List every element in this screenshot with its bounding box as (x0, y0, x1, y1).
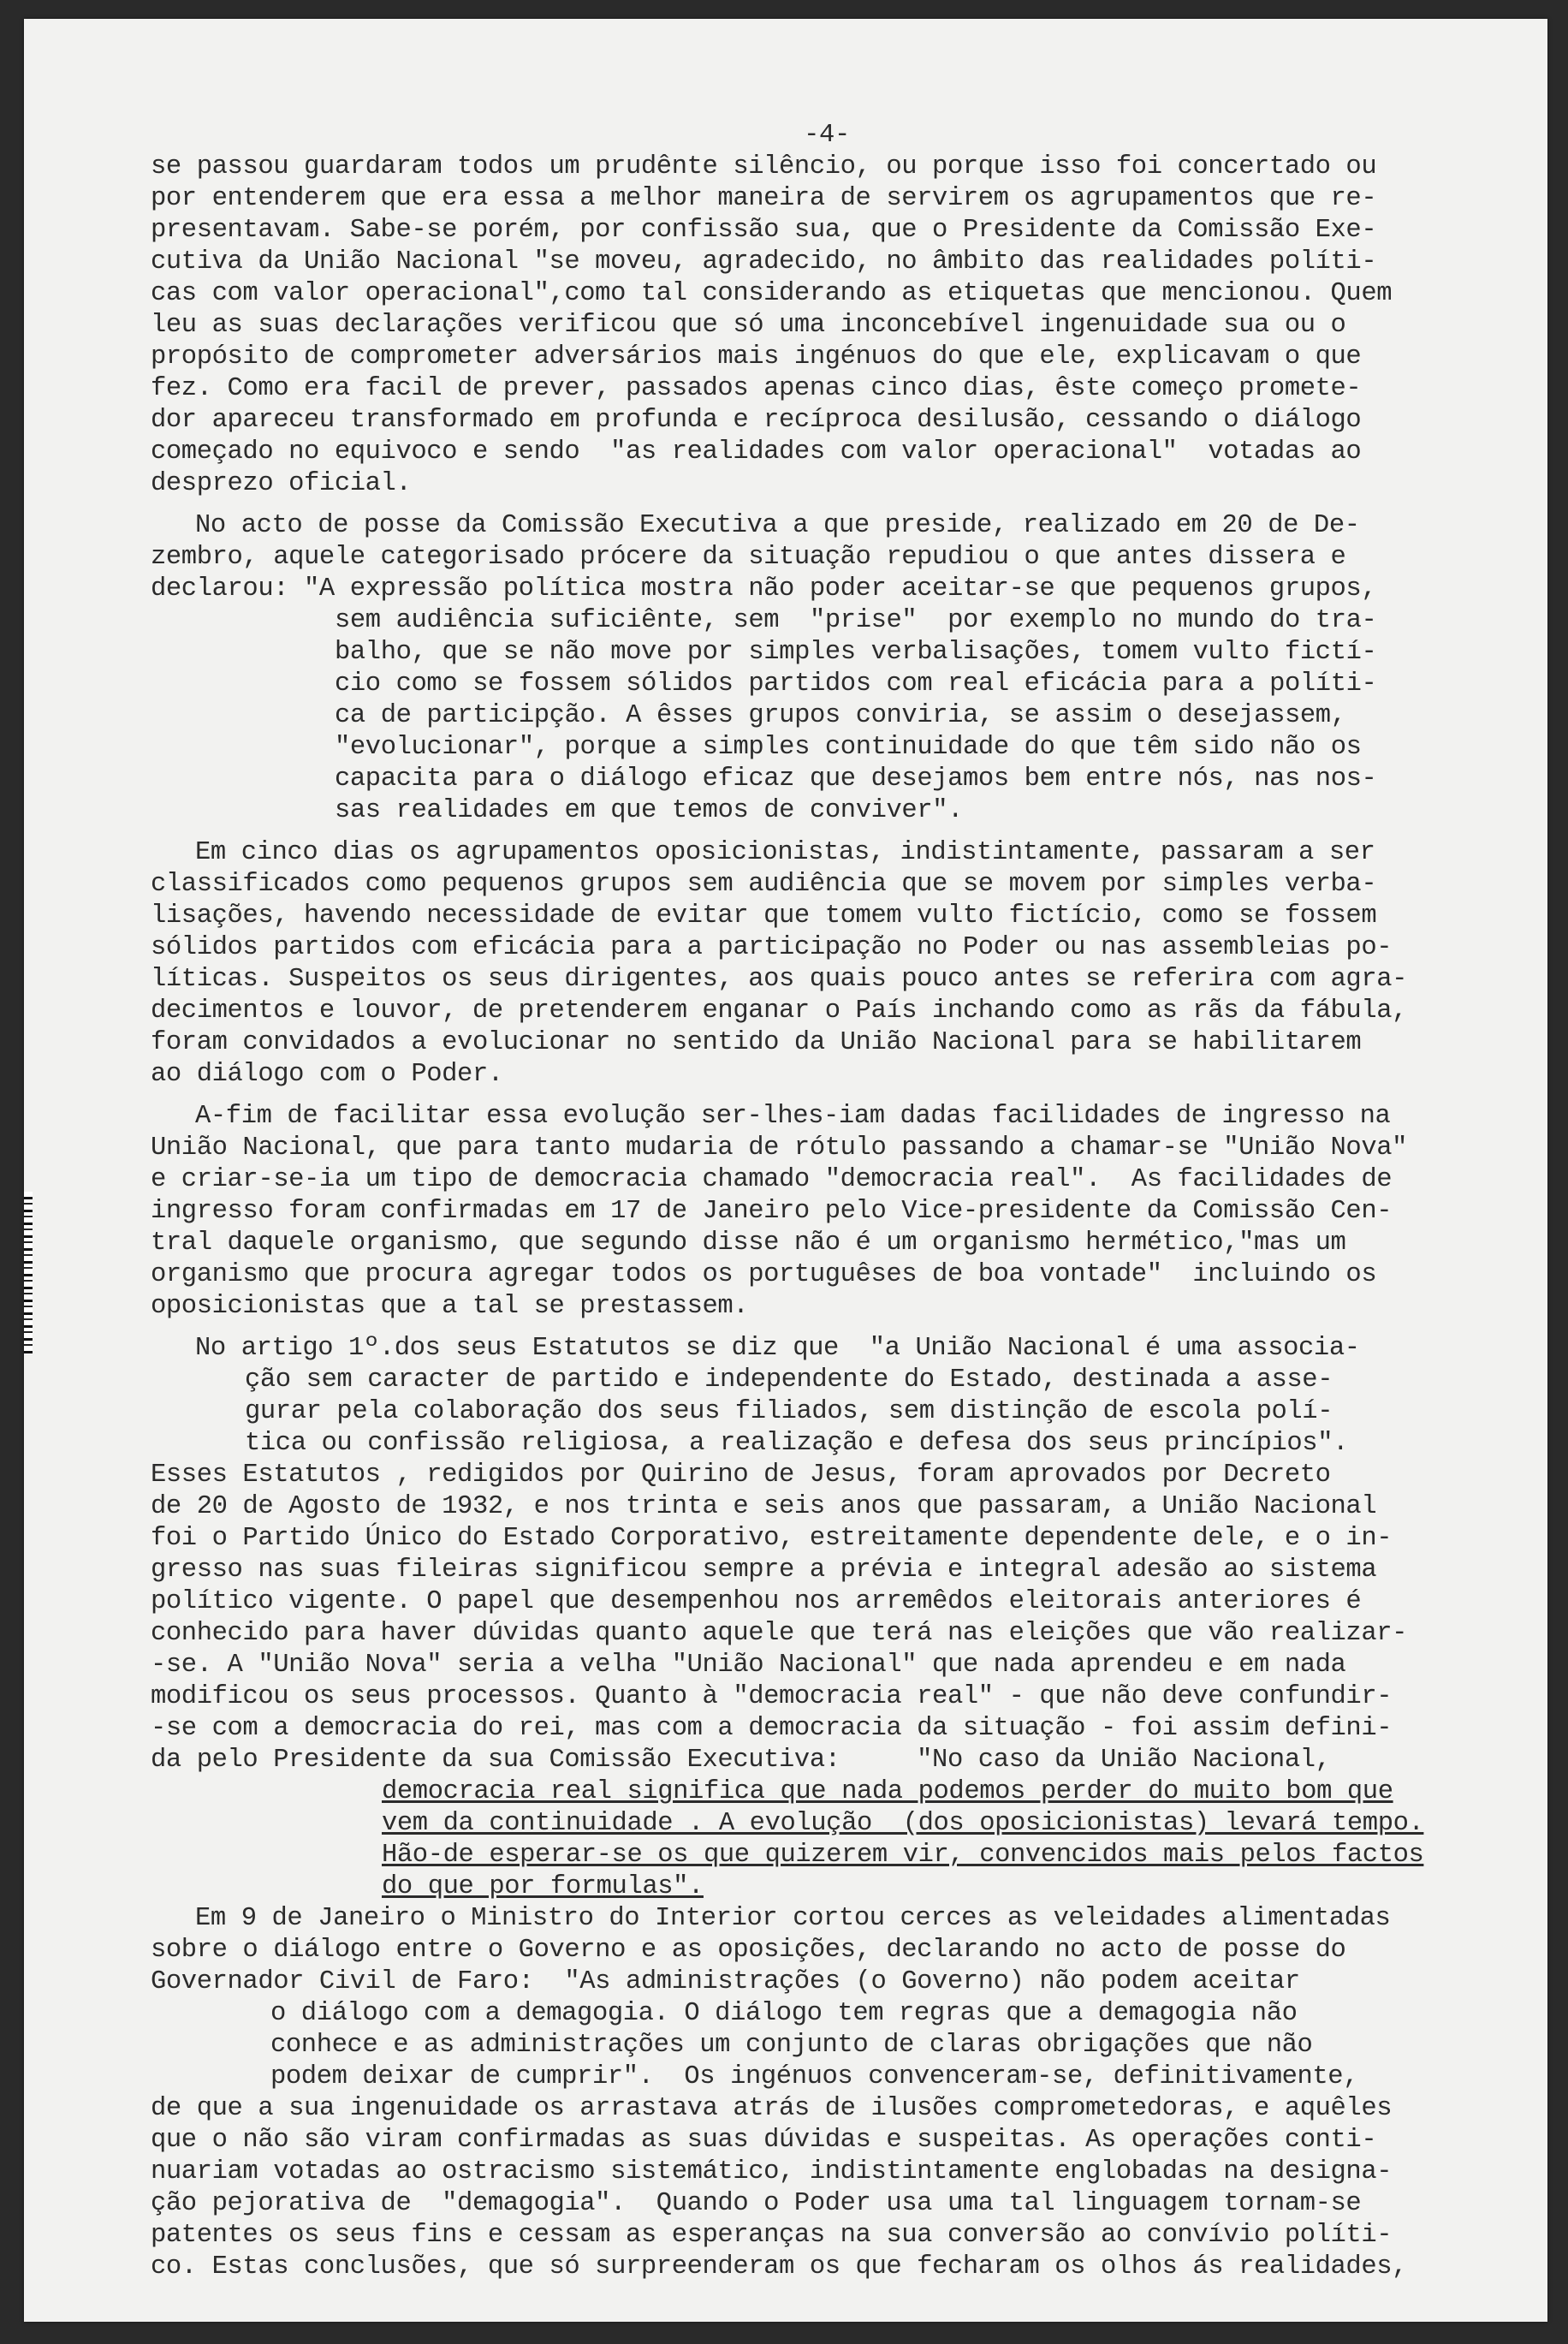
text-line: de que a sua ingenuidade os arrastava atrás de ilusões comprometedoras, e aquêles (151, 2094, 1393, 2123)
text-line: União Nacional, que para tanto mudaria de rótulo passando a chamar-se "União Nova" (151, 1133, 1408, 1163)
text-line: leu as suas declarações verificou que só uma inconcebível ingenuidade sua ou o (151, 311, 1346, 340)
typewritten-text (151, 120, 1547, 2283)
text-line: ingresso foram confirmadas em 17 de Janeiro pelo Vice-presidente da Comissão Cen- (151, 1197, 1393, 1226)
text-line: capacita para o diálogo eficaz que desejamos bem entre nós, nas nos- (335, 764, 1377, 794)
text-line: democracia real significa que nada podemos perder do muito bom que (382, 1777, 1393, 1806)
text-line: conhecido para haver dúvidas quanto aquele que terá nas eleições que vão realizar- (151, 1619, 1408, 1648)
text-line: começado no equivoco e sendo "as realidades com valor operacional" votadas ao (151, 437, 1362, 467)
text-line: político vigente. O papel que desempenhou nos arremêdos eleitorais anteriores é (151, 1587, 1362, 1616)
document-page (24, 19, 1547, 2322)
text-line: o diálogo com a demagogia. O diálogo tem regras que a demagogia não (270, 1999, 1298, 2028)
text-lines (151, 152, 1547, 2283)
text-line: sobre o diálogo entre o Governo e as oposições, declarando no acto de posse do (151, 1936, 1346, 1965)
text-line: A-fim de facilitar essa evolução ser-lhes-iam dadas facilidades de ingresso na (195, 1102, 1391, 1131)
text-line: de 20 de Agosto de 1932, e nos trinta e seis anos que passaram, a União Nacional (151, 1492, 1377, 1521)
text-line: -se com a democracia do rei, mas com a democracia da situação - foi assim defini- (151, 1714, 1393, 1743)
text-line: classificados como pequenos grupos sem audiência que se movem por simples verba- (151, 870, 1377, 899)
text-line: presentavam. Sabe-se porém, por confissão sua, que o Presidente da Comissão Exe- (151, 216, 1377, 245)
text-line: gurar pela colaboração dos seus filiados, sem distinção de escola polí- (245, 1397, 1333, 1426)
text-line: conhece e as administrações um conjunto de claras obrigações que não (270, 2031, 1313, 2060)
text-line: modificou os seus processos. Quanto à "democracia real" - que não deve confundir- (151, 1682, 1393, 1711)
text-line: sem audiência suficiênte, sem "prise" por exemplo no mundo do tra- (335, 606, 1377, 635)
text-line: patentes os seus fins e cessam as esperanças na sua conversão ao convívio políti- (151, 2221, 1393, 2250)
text-line: dor apareceu transformado em profunda e recíproca desilusão, cessando o diálogo (151, 406, 1362, 435)
text-line: tica ou confissão religiosa, a realização e defesa dos seus princípios". (245, 1429, 1349, 1458)
text-line: zembro, aquele categorisado prócere da situação repudiou o que antes dissera e (151, 543, 1346, 572)
text-line: se passou guardaram todos um prudênte silêncio, ou porque isso foi concertado ou (151, 152, 1377, 181)
text-line: tral daquele organismo, que segundo disse não é um organismo hermético,"mas um (151, 1229, 1346, 1258)
text-line: vem da continuidade . A evolução (dos oposicionistas) levará tempo. (382, 1809, 1424, 1838)
text-line: "evolucionar", porque a simples continuidade do que têm sido não os (335, 733, 1362, 762)
text-line: propósito de comprometer adversários mais ingénuos do que ele, explicavam o que (151, 342, 1362, 372)
text-line: decimentos e louvor, de pretenderem enganar o País inchando como as rãs da fábula, (151, 996, 1408, 1026)
text-line: foram convidados a evolucionar no sentido da União Nacional para se habilitarem (151, 1028, 1362, 1057)
text-line: fez. Como era facil de prever, passados apenas cinco dias, êste começo promete- (151, 374, 1362, 403)
text-line: balho, que se não move por simples verbalisações, tomem vulto fictí- (335, 638, 1377, 667)
text-line: foi o Partido Único do Estado Corporativo, estreitamente dependente dele, e o in- (151, 1524, 1393, 1553)
text-line: oposicionistas que a tal se prestassem. (151, 1292, 749, 1321)
text-line: co. Estas conclusões, que só surpreenderam os que fecharam os olhos ás realidades, (151, 2252, 1408, 2282)
text-line: ção sem caracter de partido e independente do Estado, destinada a asse- (245, 1365, 1333, 1395)
text-line: No acto de posse da Comissão Executiva a que preside, realizado em 20 de De- (195, 511, 1360, 540)
text-line: declarou: "A expressão política mostra não poder aceitar-se que pequenos grupos, (151, 574, 1377, 604)
edge-tape-marks (24, 1192, 33, 1354)
text-line: podem deixar de cumprir". Os ingénuos convenceram-se, definitivamente, (270, 2062, 1359, 2091)
text-line: líticas. Suspeitos os seus dirigentes, aos quais pouco antes se referira com agra- (151, 965, 1408, 994)
text-line: ca de participção. A êsses grupos conviria, se assim o desejassem, (335, 701, 1346, 730)
text-line: sas realidades em que temos de conviver". (335, 796, 964, 825)
text-line: cas com valor operacional",como tal considerando as etiquetas que mencionou. Quem (151, 279, 1393, 308)
text-line: cio como se fossem sólidos partidos com real eficácia para a políti- (335, 669, 1377, 699)
text-line: sólidos partidos com eficácia para a participação no Poder ou nas assembleias po- (151, 933, 1393, 962)
page-number: -4- (804, 121, 850, 150)
text-line: ção pejorativa de "demagogia". Quando o Poder usa uma tal linguagem tornam-se (151, 2189, 1362, 2218)
text-line: por entenderem que era essa a melhor maneira de servirem os agrupamentos que re- (151, 184, 1377, 213)
text-line: lisações, havendo necessidade de evitar que tomem vulto fictício, como se fossem (151, 901, 1377, 931)
text-line: Esses Estatutos , redigidos por Quirino de Jesus, foram aprovados por Decreto (151, 1461, 1331, 1490)
text-line: desprezo oficial. (151, 469, 412, 498)
text-line: cutiva da União Nacional "se moveu, agradecido, no âmbito das realidades políti- (151, 247, 1377, 277)
text-line: -se. A "União Nova" seria a velha "União Nacional" que nada aprendeu e em nada (151, 1651, 1346, 1680)
text-line: ao diálogo com o Poder. (151, 1060, 503, 1089)
text-line: do que por formulas". (382, 1872, 704, 1901)
text-line: Governador Civil de Faro: "As administrações (o Governo) não podem aceitar (151, 1967, 1300, 1996)
text-line: e criar-se-ia um tipo de democracia chamado "democracia real". As facilidades de (151, 1165, 1393, 1194)
text-line: da pelo Presidente da sua Comissão Executiva: "No caso da União Nacional, (151, 1746, 1331, 1775)
text-line: No artigo 1º.dos seus Estatutos se diz que "a União Nacional é uma associa- (195, 1334, 1360, 1363)
text-line: organismo que procura agregar todos os portuguêses de boa vontade" incluindo os (151, 1260, 1377, 1289)
text-line: Em cinco dias os agrupamentos oposicionistas, indistintamente, passaram a ser (195, 838, 1375, 867)
text-line: que o não são viram confirmadas as suas dúvidas e suspeitas. As operações conti- (151, 2126, 1377, 2155)
text-line: gresso nas suas fileiras significou sempre a prévia e integral adesão ao sistema (151, 1556, 1377, 1585)
text-line: nuariam votadas ao ostracismo sistemático, indistintamente englobadas na designa- (151, 2157, 1393, 2186)
text-line: Em 9 de Janeiro o Ministro do Interior cortou cerces as veleidades alimentadas (195, 1904, 1391, 1933)
text-line: Hão-de esperar-se os que quizerem vir, convencidos mais pelos factos (382, 1841, 1424, 1870)
